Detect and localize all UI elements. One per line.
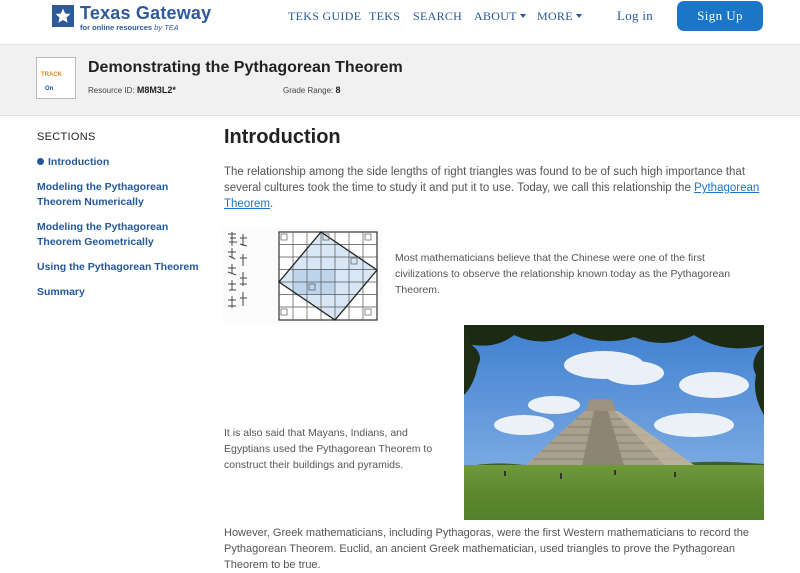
pythagorean-theorem-link[interactable]: Pythagorean Theorem — [224, 182, 760, 210]
greek-paragraph: However, Greek mathematicians, including Pythagoras, were the first Western mathematicians to record the Pythagorean Theorem. Euclid, an ancient Greek mathematician, used triangles to prove the Pythagorean Theorem to be true. — [224, 527, 749, 571]
top-navigation — [0, 0, 800, 45]
star-icon — [52, 5, 74, 27]
brand-subtitle: for online resources by TEA — [80, 23, 179, 32]
page-title: Demonstrating the Pythagorean Theorem — [88, 59, 403, 76]
mayan-pyramid-photo — [464, 325, 764, 520]
nav-teks-guide[interactable]: TEKS GUIDE — [288, 9, 362, 23]
sidebar-item-summary[interactable]: Summary — [37, 286, 85, 298]
chevron-down-icon — [576, 14, 582, 18]
grade-range: Grade Range: 8 — [283, 85, 341, 95]
sections-heading: SECTIONS — [37, 131, 96, 143]
sidebar-item-geometrically[interactable]: Modeling the Pythagorean Theorem Geometrically — [37, 221, 169, 248]
login-link[interactable]: Log in — [617, 8, 654, 23]
nav-about[interactable]: ABOUT — [474, 9, 526, 24]
nav-search[interactable]: SEARCH — [413, 9, 463, 23]
chinese-paragraph: Most mathematicians believe that the Chinese were one of the first civilizations to observe the relationship known today as the Pythagorean Theorem. — [395, 252, 731, 296]
sidebar-item-using[interactable]: Using the Pythagorean Theorem — [37, 261, 199, 273]
brand-title: Texas Gateway — [80, 3, 212, 23]
sidebar-item-numerically[interactable]: Modeling the Pythagorean Theorem Numerically — [37, 181, 169, 208]
chevron-down-icon — [520, 14, 526, 18]
resource-header — [0, 45, 800, 116]
ontrack-logo: On TRACK — [41, 72, 62, 92]
nav-teks[interactable]: TEKS — [369, 9, 401, 23]
resource-id: Resource ID: M8M3L2* — [88, 85, 176, 95]
intro-paragraph: The relationship among the side lengths of right triangles was found to be of such high importance that several cultures took the time to study it and put it to use. Today, we call this relationship the Pythagorean Theorem. — [224, 166, 760, 210]
nav-more[interactable]: MORE — [537, 9, 582, 24]
active-dot-icon — [37, 158, 44, 165]
ontrack-thumbnail — [36, 57, 76, 99]
signup-button[interactable]: Sign Up — [677, 1, 763, 31]
mayan-paragraph: It is also said that Mayans, Indians, and Egyptians used the Pythagorean Theorem to construct their buildings and pyramids. — [224, 427, 433, 471]
sidebar-item-introduction[interactable]: Introduction — [37, 155, 109, 170]
chinese-proof-diagram — [222, 228, 382, 323]
texas-gateway-logo[interactable] — [48, 2, 228, 36]
section-heading: Introduction — [224, 126, 341, 148]
